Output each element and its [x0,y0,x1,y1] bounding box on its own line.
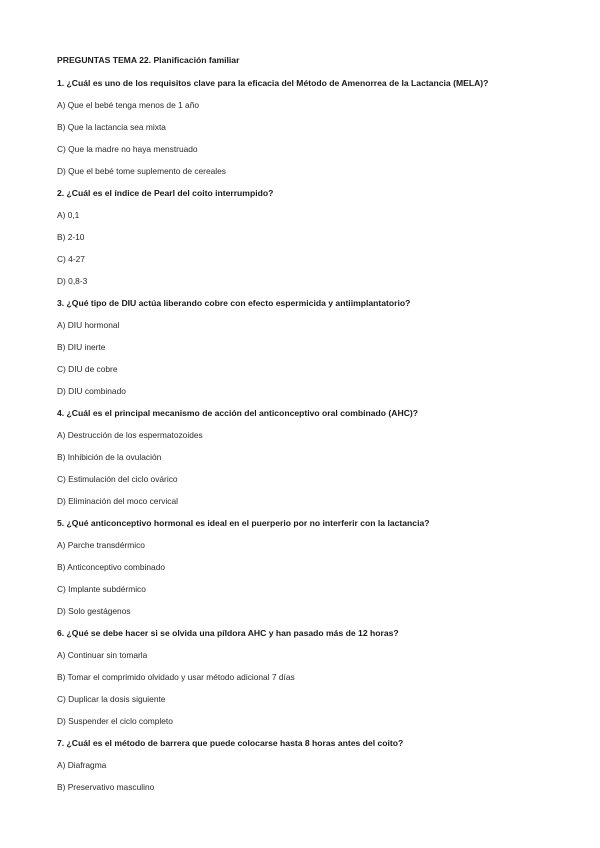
answer-option: D) Eliminación del moco cervical [57,496,179,506]
answer-option: B) Preservativo masculino [57,782,155,792]
answer-option: B) Tomar el comprimido olvidado y usar método adicional 7 días [57,672,295,682]
question-block-6 [57,627,557,727]
answer-option: B) 2-10 [57,232,85,242]
question-block-7 [57,737,557,793]
question-text: 5. ¿Qué anticonceptivo hormonal es ideal en el puerperio por no interferir con la lactancia? [57,518,430,528]
answer-option: D) Que el bebé tome suplemento de cereales [57,166,226,176]
question-block-2 [57,187,557,287]
answer-option: D) 0,8-3 [57,276,88,286]
question-block-1 [57,77,557,177]
answer-option: D) Suspender el ciclo completo [57,716,173,726]
answer-option: D) DIU combinado [57,386,126,396]
answer-option: C) Duplicar la dosis siguiente [57,694,166,704]
answer-option: C) Que la madre no haya menstruado [57,144,198,154]
answer-option: A) Que el bebé tenga menos de 1 año [57,100,200,110]
question-text: 3. ¿Qué tipo de DIU actúa liberando cobre con efecto espermicida y antiimplantatorio? [57,298,411,308]
question-text: 1. ¿Cuál es uno de los requisitos clave para la eficacia del Método de Amenorrea de la Lactancia (MELA)? [57,78,489,88]
answer-option: B) DIU inerte [57,342,106,352]
question-block-3 [57,297,557,397]
answer-option: A) Destrucción de los espermatozoides [57,430,203,440]
answer-option: A) Continuar sin tomarla [57,650,148,660]
answer-option: C) DIU de cobre [57,364,118,374]
answer-option: A) Parche transdérmico [57,540,145,550]
question-block-4 [57,407,557,507]
answer-option: B) Anticonceptivo combinado [57,562,166,572]
answer-option: C) Implante subdérmico [57,584,146,594]
question-text: 7. ¿Cuál es el método de barrera que puede colocarse hasta 8 horas antes del coito? [57,738,404,748]
document-title: PREGUNTAS TEMA 22. Planificación familiar [57,55,240,65]
answer-option: D) Solo gestágenos [57,606,131,616]
question-block-5 [57,517,557,617]
question-text: 6. ¿Qué se debe hacer si se olvida una píldora AHC y han pasado más de 12 horas? [57,628,399,638]
answer-option: B) Inhibición de la ovulación [57,452,162,462]
answer-option: A) 0,1 [57,210,80,220]
question-text: 2. ¿Cuál es el índice de Pearl del coito interrumpido? [57,188,274,198]
answer-option: C) 4-27 [57,254,85,264]
answer-option: B) Que la lactancia sea mixta [57,122,166,132]
document-page [57,54,557,803]
answer-option: A) DIU hormonal [57,320,120,330]
answer-option: A) Diafragma [57,760,107,770]
answer-option: C) Estimulación del ciclo ovárico [57,474,178,484]
question-text: 4. ¿Cuál es el principal mecanismo de acción del anticonceptivo oral combinado (AHC)? [57,408,419,418]
